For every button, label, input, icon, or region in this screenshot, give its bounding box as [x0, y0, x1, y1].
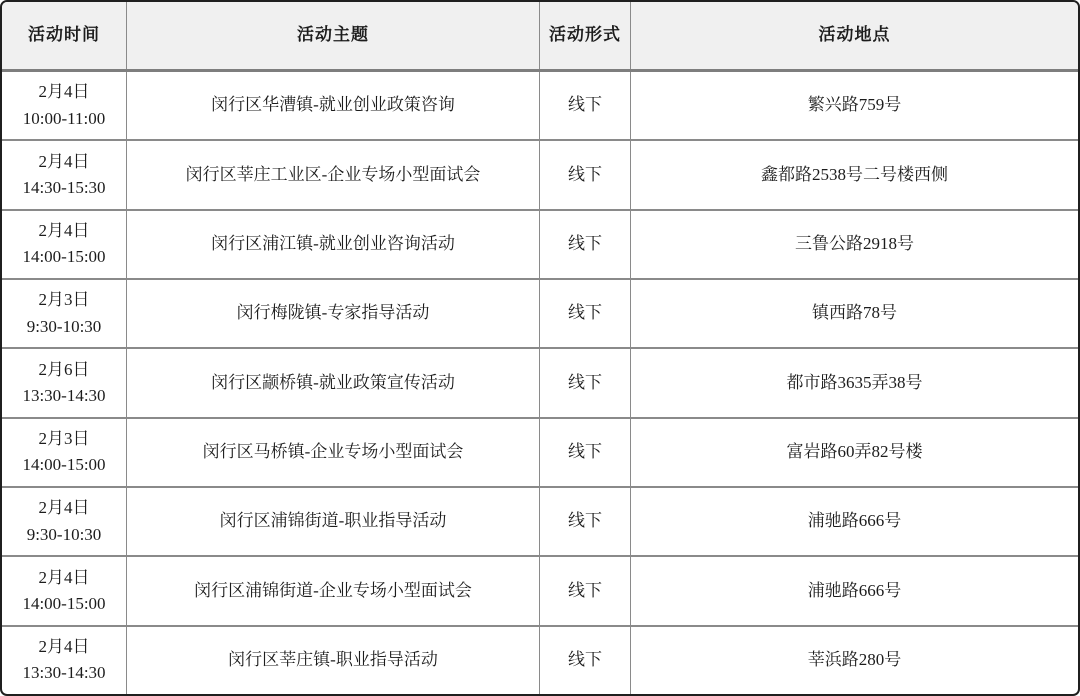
theme-cell: 闵行区莘庄镇-职业指导活动 — [127, 627, 540, 694]
event-time-range: 9:30-10:30 — [26, 524, 102, 544]
event-time-range: 9:30-10:30 — [26, 316, 102, 336]
event-time-range: 10:00-11:00 — [22, 108, 106, 128]
table-row — [2, 488, 1078, 557]
event-time-range: 14:00-15:00 — [22, 455, 106, 475]
time-cell — [2, 349, 127, 416]
location-cell: 都市路3635弄38号 — [786, 372, 923, 392]
location-cell: 富岩路60弄82号楼 — [786, 442, 923, 462]
form-cell: 线下 — [540, 141, 631, 208]
event-date: 2月6日 — [38, 359, 90, 379]
time-cell — [2, 488, 127, 555]
form-cell: 线下 — [540, 488, 631, 555]
location-cell: 浦驰路666号 — [807, 580, 902, 600]
time-cell — [2, 72, 127, 139]
form-cell: 线下 — [540, 72, 631, 139]
event-date: 2月4日 — [38, 151, 90, 171]
table-row — [2, 211, 1078, 280]
time-cell — [2, 627, 127, 694]
time-cell — [2, 557, 127, 624]
theme-cell: 闵行区浦江镇-就业创业咨询活动 — [127, 211, 540, 278]
location-cell: 镇西路78号 — [812, 303, 897, 323]
event-time-range: 14:30-15:30 — [22, 177, 106, 197]
form-cell: 线下 — [540, 349, 631, 416]
table-row — [2, 419, 1078, 488]
table-row — [2, 557, 1078, 626]
theme-cell: 闵行区华漕镇-就业创业政策咨询 — [127, 72, 540, 139]
form-cell: 线下 — [540, 627, 631, 694]
event-date: 2月4日 — [38, 220, 90, 240]
theme-cell: 闵行梅陇镇-专家指导活动 — [127, 280, 540, 347]
location-cell: 鑫都路2538号二号楼西侧 — [761, 164, 948, 184]
event-date: 2月3日 — [38, 290, 90, 310]
theme-cell: 闵行区莘庄工业区-企业专场小型面试会 — [127, 141, 540, 208]
location-cell: 浦驰路666号 — [807, 511, 902, 531]
event-time-range: 13:30-14:30 — [22, 385, 106, 405]
form-cell: 线下 — [540, 211, 631, 278]
time-cell — [2, 141, 127, 208]
table-row — [2, 627, 1078, 694]
column-header-form: 活动形式 — [540, 2, 631, 69]
form-cell: 线下 — [540, 557, 631, 624]
location-cell: 繁兴路759号 — [807, 95, 902, 115]
column-header-time: 活动时间 — [2, 2, 127, 69]
event-time-range: 14:00-15:00 — [22, 247, 106, 267]
location-cell: 莘浜路280号 — [807, 650, 902, 670]
table-row — [2, 72, 1078, 141]
event-date: 2月4日 — [38, 567, 90, 587]
table-row — [2, 349, 1078, 418]
event-date: 2月3日 — [38, 428, 90, 448]
event-time-range: 14:00-15:00 — [22, 593, 106, 613]
column-header-location: 活动地点 — [818, 25, 891, 45]
table-row — [2, 280, 1078, 349]
theme-cell: 闵行区颛桥镇-就业政策宣传活动 — [127, 349, 540, 416]
table-row — [2, 141, 1078, 210]
table-header-row — [2, 2, 1078, 72]
theme-cell: 闵行区浦锦街道-职业指导活动 — [127, 488, 540, 555]
theme-cell: 闵行区马桥镇-企业专场小型面试会 — [127, 419, 540, 486]
theme-cell: 闵行区浦锦街道-企业专场小型面试会 — [127, 557, 540, 624]
event-date: 2月4日 — [38, 498, 90, 518]
event-date: 2月4日 — [38, 636, 90, 656]
time-cell — [2, 211, 127, 278]
time-cell — [2, 419, 127, 486]
time-cell — [2, 280, 127, 347]
form-cell: 线下 — [540, 419, 631, 486]
event-date: 2月4日 — [38, 82, 90, 102]
form-cell: 线下 — [540, 280, 631, 347]
column-header-theme: 活动主题 — [127, 2, 540, 69]
event-time-range: 13:30-14:30 — [22, 663, 106, 683]
location-cell: 三鲁公路2918号 — [795, 234, 914, 254]
